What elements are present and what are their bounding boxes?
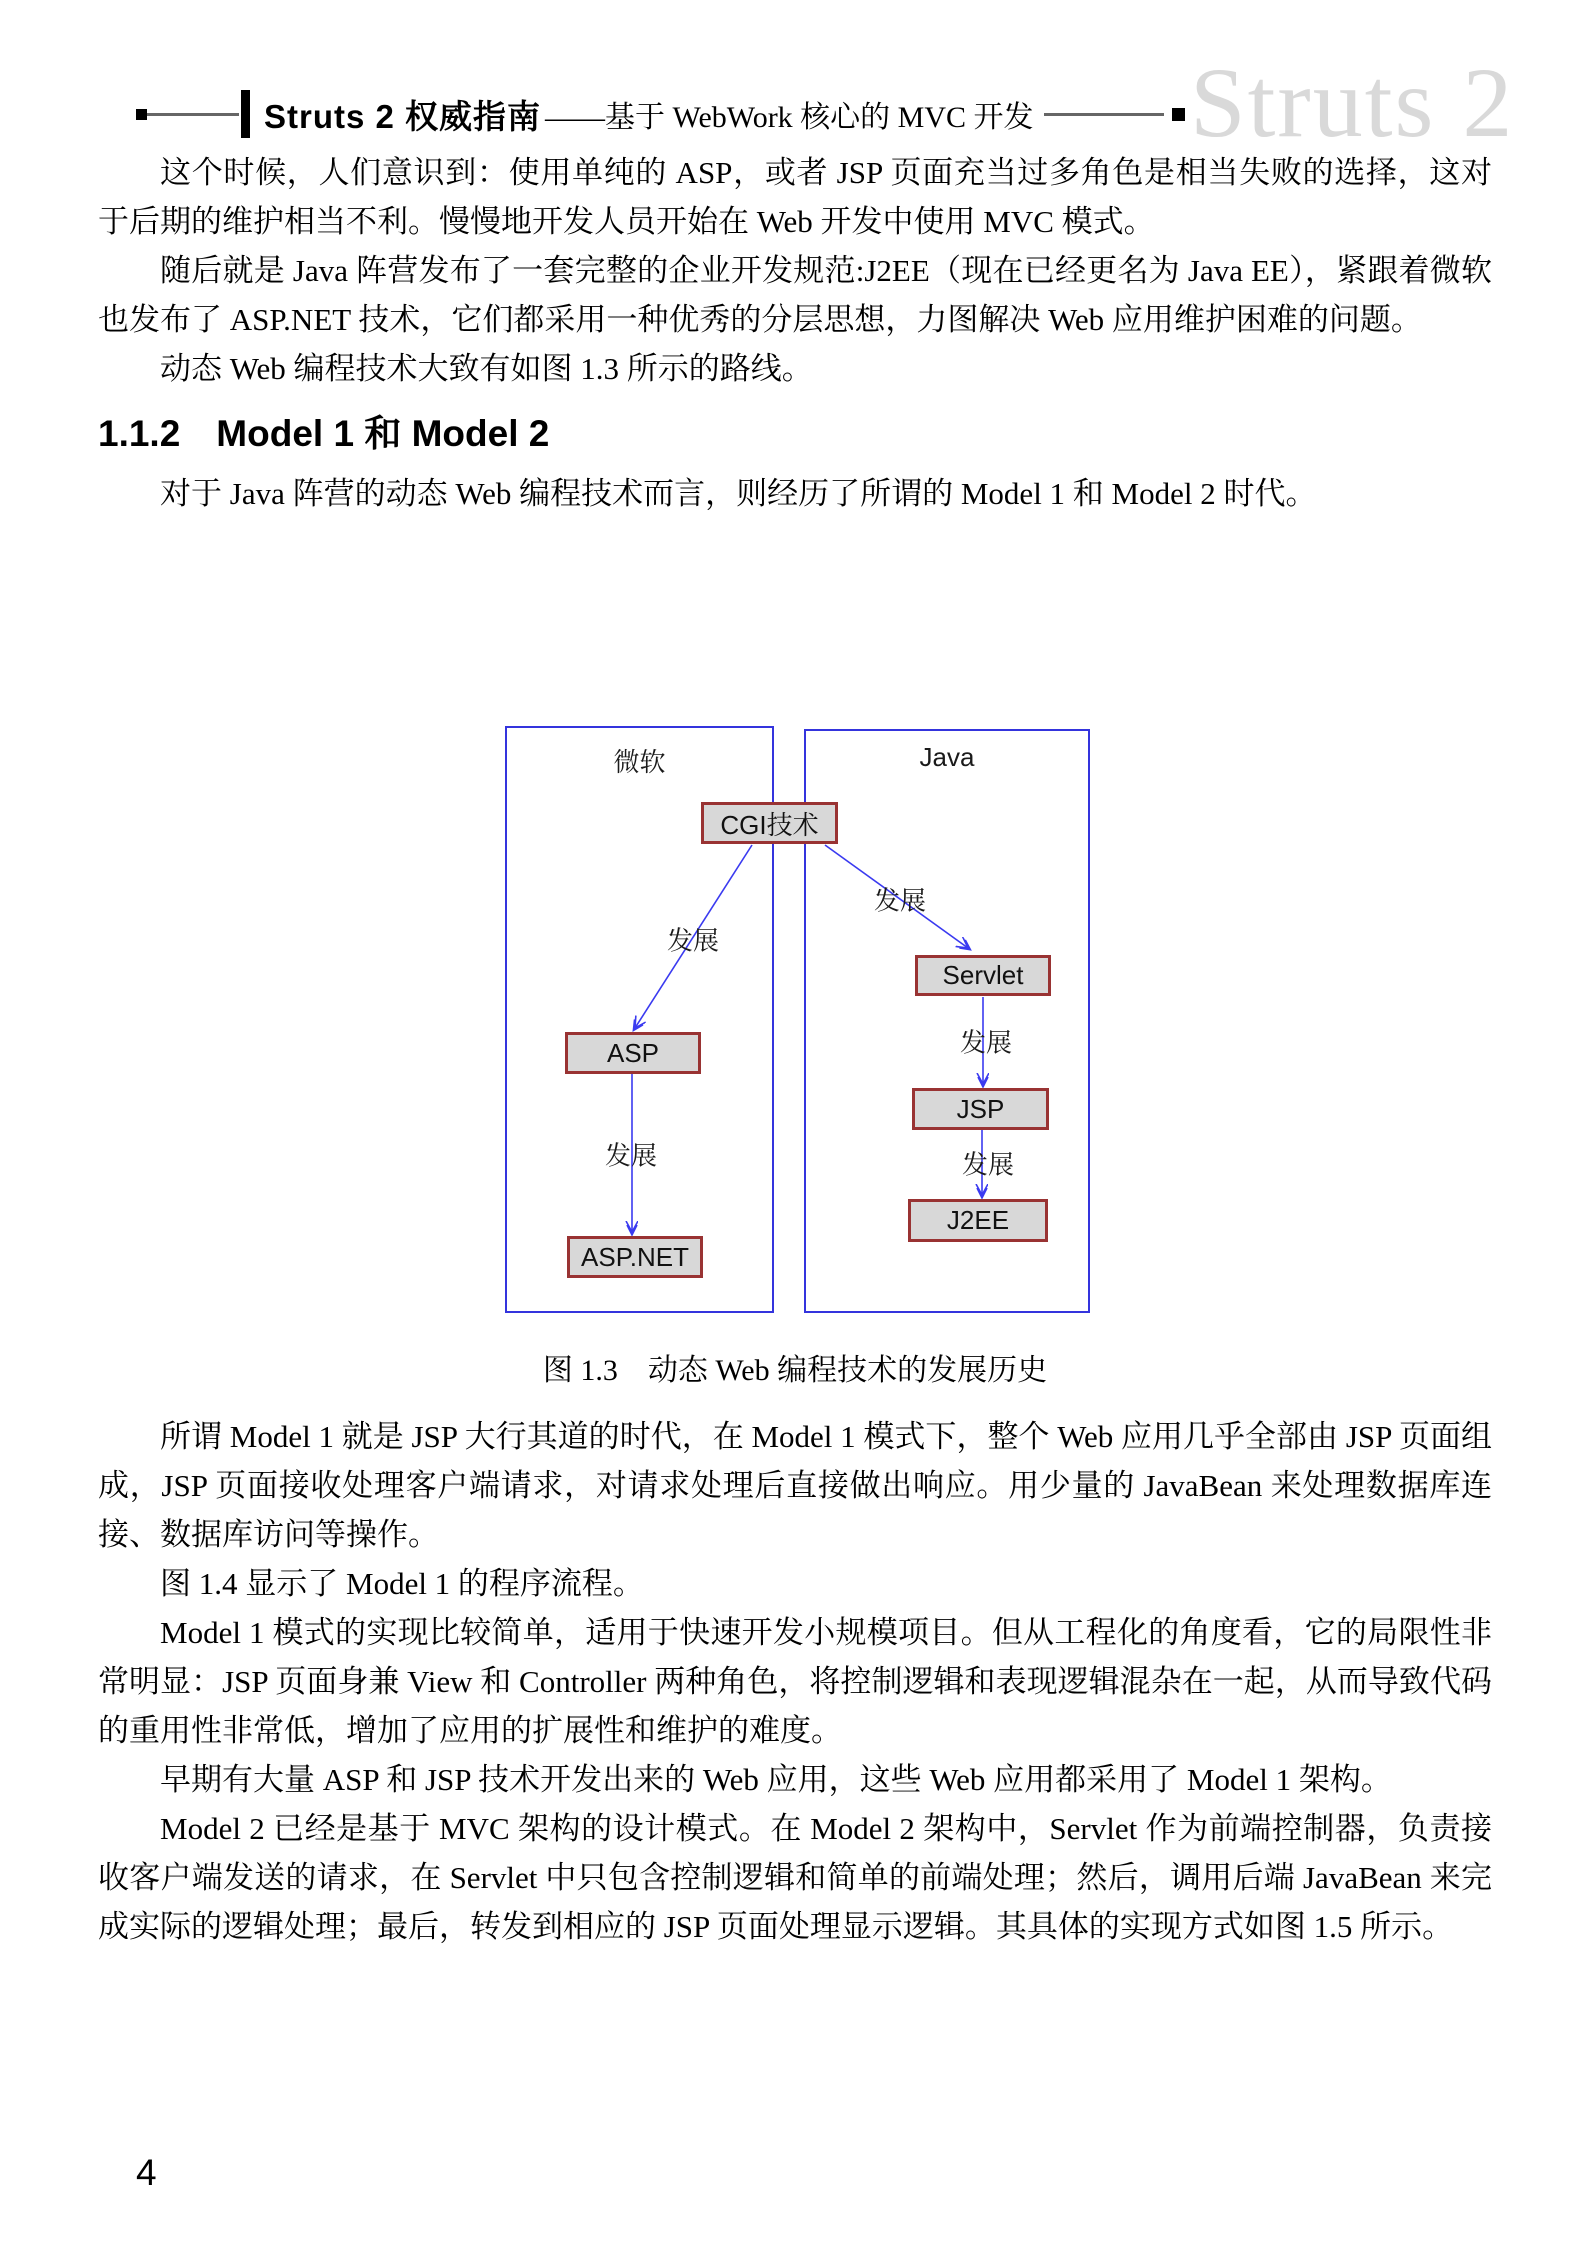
- node-servlet: Servlet: [915, 955, 1051, 996]
- body-text-lower: [98, 1412, 1492, 1951]
- book-subtitle: ——基于 WebWork 核心的 MVC 开发: [545, 101, 1034, 134]
- paragraph: 动态 Web 编程技术大致有如图 1.3 所示的路线。: [160, 351, 813, 386]
- paragraph: 早期有大量 ASP 和 JSP 技术开发出来的 Web 应用，这些 Web 应用都采用了 Model 1 架构。: [160, 1762, 1392, 1797]
- paragraph: 对于 Java 阵营的动态 Web 编程技术而言，则经历了所谓的 Model 1 和 Model 2 时代。: [160, 476, 1317, 511]
- paragraph: Model 2 已经是基于 MVC 架构的设计模式。在 Model 2 架构中，Servlet 作为前端控制器，负责接收客户端发送的请求，在 Servlet 中只包含控制逻辑和简单的前端处理；然后，调用后端 JavaBean 来完成实际的逻辑处理；最后，转发到相应的 JSP 页面处理显示逻辑。其具体的实现方式如图 1.5 所示。: [98, 1811, 1492, 1944]
- section-title: Model 1 和 Model 2: [216, 413, 550, 454]
- node-aspnet: ASP.NET: [567, 1236, 703, 1278]
- edge-label-cgi-asp: 发展: [666, 925, 720, 956]
- body-text-upper: [98, 148, 1492, 518]
- paragraph: 图 1.4 显示了 Model 1 的程序流程。: [160, 1566, 644, 1601]
- paragraph: 这个时候，人们意识到：使用单纯的 ASP，或者 JSP 页面充当过多角色是相当失败的选择，这对于后期的维护相当不利。慢慢地开发人员开始在 Web 开发中使用 MVC 模式。: [98, 155, 1492, 239]
- paragraph: 随后就是 Java 阵营发布了一套完整的企业开发规范:J2EE（现在已经更名为 Java EE），紧跟着微软也发布了 ASP.NET 技术，它们都采用一种优秀的分层思想，力图解决 Web 应用维护困难的问题。: [98, 253, 1492, 337]
- paragraph: Model 1 模式的实现比较简单，适用于快速开发小规模项目。但从工程化的角度看，它的局限性非常明显：JSP 页面身兼 View 和 Controller 两种角色，将控制逻辑和表现逻辑混杂在一起，从而导致代码的重用性非常低，增加了应用的扩展性和维护的难度。: [98, 1615, 1492, 1748]
- page-header: [136, 88, 1185, 140]
- edge-label-asp-aspnet: 发展: [604, 1140, 658, 1171]
- header-title-bar: [241, 90, 250, 138]
- paragraph: 所谓 Model 1 就是 JSP 大行其道的时代，在 Model 1 模式下，整个 Web 应用几乎全部由 JSP 页面组成，JSP 页面接收处理客户端请求，对请求处理后直接做出响应。用少量的 JavaBean 来处理数据库连接、数据库访问等操作。: [98, 1419, 1492, 1552]
- figure-caption: 图 1.3 动态 Web 编程技术的发展历史: [542, 1354, 1048, 1387]
- edge-label-jsp-j2ee: 发展: [961, 1149, 1015, 1180]
- edge-label-servlet-jsp: 发展: [959, 1027, 1013, 1058]
- node-cgi: CGI技术: [701, 802, 838, 844]
- node-j2ee: J2EE: [908, 1199, 1048, 1242]
- edge-label-cgi-servlet: 发展: [873, 885, 927, 916]
- group-label-microsoft: 微软: [613, 747, 666, 777]
- figure-1-3-diagram: [505, 726, 1090, 1314]
- header-left-rule: [147, 113, 239, 116]
- group-label-java: Java: [919, 742, 975, 772]
- node-jsp: JSP: [912, 1088, 1049, 1130]
- section-number: 1.1.2: [98, 413, 181, 454]
- header-right-square-icon: [1172, 108, 1185, 121]
- page-number: 4: [136, 2152, 157, 2193]
- book-title: Struts 2 权威指南: [264, 97, 542, 135]
- header-right-rule: [1044, 113, 1164, 116]
- header-watermark: Struts 2: [1190, 47, 1515, 158]
- section-heading: [98, 407, 1492, 461]
- header-left-square-icon: [136, 109, 147, 120]
- node-asp: ASP: [565, 1032, 701, 1074]
